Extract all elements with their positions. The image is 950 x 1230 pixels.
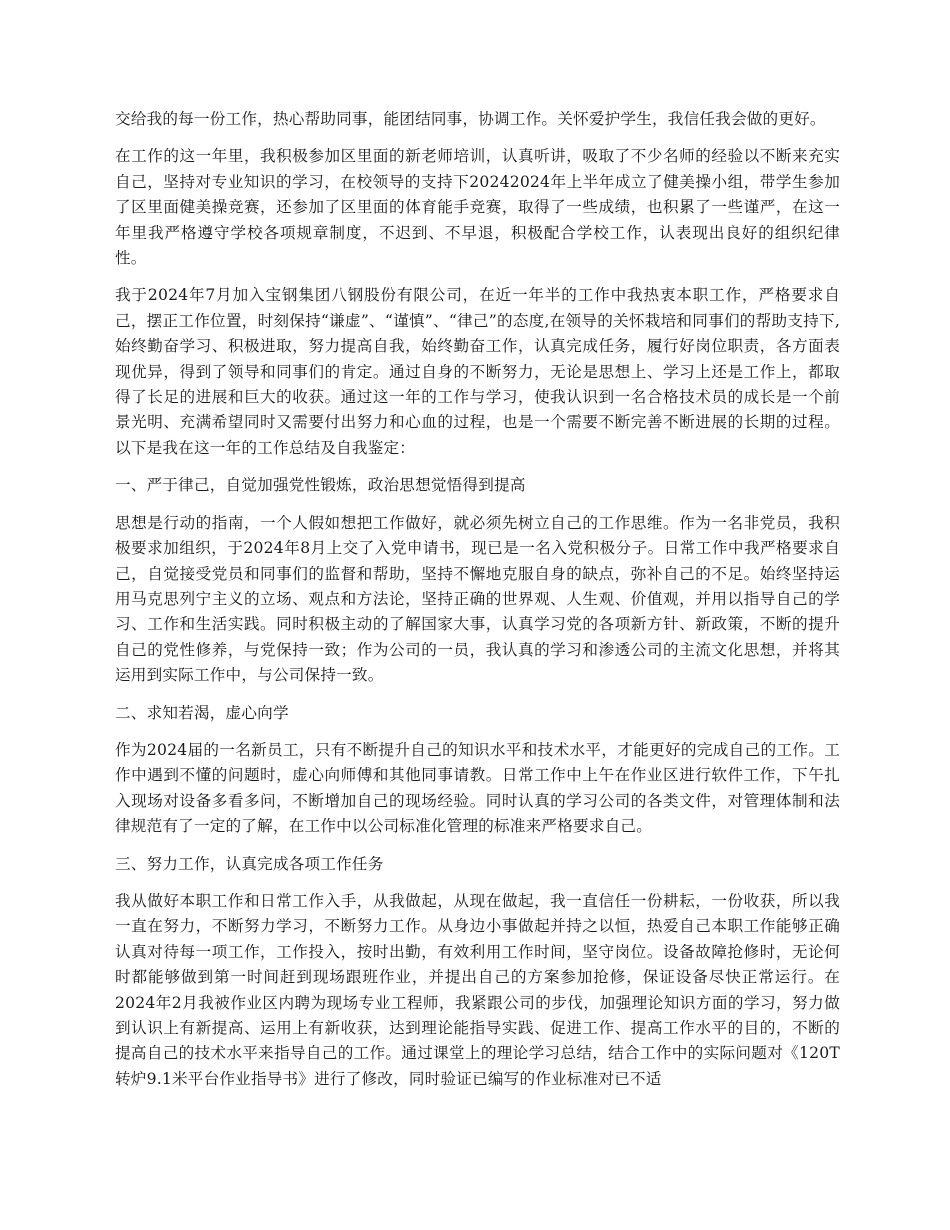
paragraph-learning: 作为2024届的一名新员工，只有不断提升自己的知识水平和技术水平，才能更好的完成自己的工作。工作中遇到不懂的问题时，虚心向师傅和其他同事请教。日常工作中上午在作业区进行软件工作，下午扎入现场对设备多看多问，不断增加自己的现场经验。同时认真的学习公司的各类文件，对管理体制和法律规范有了一定的了解，在工作中以公司标准化管理的标准来严格要求自己。	[115, 740, 840, 836]
document-body	[115, 107, 840, 1104]
paragraph-work-tasks: 我从做好本职工作和日常工作入手，从我做起，从现在做起，我一直信任一份耕耘，一份收获，所以我一直在努力，不断努力学习，不断努力工作。从身边小事做起并持之以恒，热爱自己本职工作能够正确认真对待每一项工作，工作投入，按时出勤，有效利用工作时间，坚守岗位。设备故障抢修时，无论何时都能够做到第一时间赶到现场跟班作业，并提出自己的方案参加抢修，保证设备尽快正常运行。在2024年2月我被作业区内聘为现场专业工程师，我紧跟公司的步伐，加强理论知识方面的学习，努力做到认识上有新提高、运用上有新收获，达到理论能指导实践、促进工作、提高工作水平的目的，不断的提高自己的技术水平来指导自己的工作。通过课堂上的理论学习总结，结合工作中的实际问题对《120T转炉9.1米平台作业指导书》进行了修改，同时验证已编写的作业标准对已不适	[115, 891, 840, 1088]
section-heading-2: 二、求知若渴，虚心向学	[115, 703, 289, 722]
paragraph-teaching-year: 在工作的这一年里，我积极参加区里面的新老师培训，认真听讲，吸取了不少名师的经验以不断来充实自己，坚持对专业知识的学习，在校领导的支持下20242024年上半年成立了健美操小组，带学生参加了区里面健美操竞赛，还参加了区里面的体育能手竞赛，取得了一些成绩，也积累了一些谨严，在这一年里我严格遵守学校各项规章制度，不迟到、不早退，积极配合学校工作，认表现出良好的组织纪律性。	[115, 147, 840, 268]
paragraph-political-thought: 思想是行动的指南，一个人假如想把工作做好，就必须先树立自己的工作思维。作为一名非党员，我积极要求加组织，于2024年8月上交了入党申请书，现已是一名入党积极分子。日常工作中我严格要求自己，自觉接受党员和同事们的监督和帮助，坚持不懈地克服自身的缺点，弥补自己的不足。始终坚持运用马克思列宁主义的立场、观点和方法论，坚持正确的世界观、人生观、价值观，并用以指导自己的学习、工作和生活实践。同时积极主动的了解国家大事，认真学习党的各项新方针、新政策，不断的提升自己的党性修养，与党保持一致；作为公司的一员，我认真的学习和渗透公司的主流文化思想，并将其运用到实际工作中，与公司保持一致。	[115, 513, 840, 685]
section-heading-1: 一、严于律己，自觉加强党性锻炼，政治思想觉悟得到提高	[115, 476, 526, 495]
paragraph-intro-continued: 交给我的每一份工作，热心帮助同事，能团结同事，协调工作。关怀爱护学生，我信任我会做的更好。	[115, 110, 826, 128]
section-heading-3: 三、努力工作，认真完成各项工作任务	[115, 854, 384, 873]
paragraph-baosteel-overview: 我于2024年7月加入宝钢集团八钢股份有限公司，在近一年半的工作中我热衷本职工作，严格要求自己，摆正工作位置，时刻保持“谦虚”、“谨慎”、“律己”的态度,在领导的关怀栽培和同事们的帮助支持下,始终勤奋学习、积极进取，努力提高自我，始终勤奋工作，认真完成任务，履行好岗位职责，各方面表现优异，得到了领导和同事们的肯定。通过自身的不断努力，无论是思想上、学习上还是工作上，都取得了长足的进展和巨大的收获。通过这一年的工作与学习，使我认识到一名合格技术员的成长是一个前景光明、充满希望同时又需要付出努力和心血的过程，也是一个需要不断完善不断进展的长期的过程。以下是我在这一年的工作总结及自我鉴定：	[115, 286, 840, 457]
